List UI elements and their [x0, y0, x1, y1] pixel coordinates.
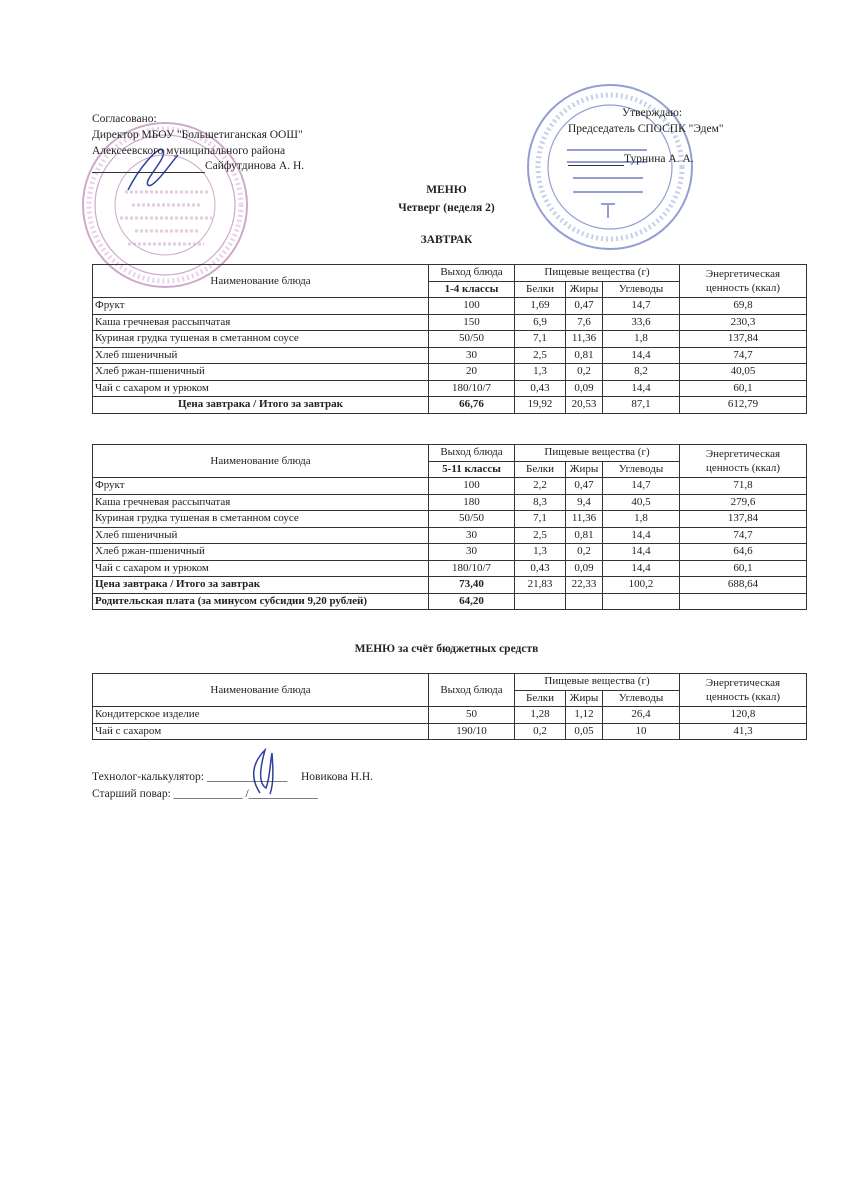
- table-row: [93, 364, 807, 381]
- technologist-label: Технолог-калькулятор: ______________: [92, 771, 288, 783]
- dish-energy: 74,7: [680, 347, 807, 364]
- dish-name: Хлеб ржан-пшеничный: [93, 544, 429, 561]
- empty-cell: [603, 593, 680, 610]
- table-row: [93, 494, 807, 511]
- approval-right-label: Утверждаю:: [622, 107, 683, 119]
- dish-protein: 7,1: [515, 331, 566, 348]
- dish-energy: 71,8: [680, 478, 807, 495]
- dish-energy: 137,84: [680, 511, 807, 528]
- header-name: Наименование блюда: [93, 445, 429, 478]
- parent-fee-row: [93, 593, 807, 610]
- table-row: [93, 347, 807, 364]
- dish-carbs: 14,4: [603, 544, 680, 561]
- header-protein: Белки: [515, 281, 566, 298]
- approval-right-name: Турнина А. А.: [624, 153, 694, 165]
- header-nutrients: Пищевые вещества (г): [515, 265, 680, 282]
- header-name: Наименование блюда: [93, 674, 429, 707]
- approval-right-position: Председатель СПОСПК "Эдем": [568, 123, 724, 135]
- header-carbs: Углеводы: [603, 690, 680, 707]
- header-nutrients: Пищевые вещества (г): [515, 674, 680, 691]
- approval-left-label: Согласовано:: [92, 113, 157, 125]
- dish-protein: 1,69: [515, 298, 566, 315]
- dish-carbs: 14,4: [603, 560, 680, 577]
- dish-energy: 41,3: [680, 723, 807, 740]
- dish-fat: 11,36: [566, 331, 603, 348]
- header-yield: Выход блюда: [429, 674, 515, 707]
- dish-protein: 7,1: [515, 511, 566, 528]
- page-title: МЕНЮ: [426, 184, 467, 196]
- dish-name: Фрукт: [93, 478, 429, 495]
- header-group: 5-11 классы: [429, 461, 515, 478]
- header-yield: Выход блюда: [429, 445, 515, 462]
- dish-name: Каша гречневая рассыпчатая: [93, 314, 429, 331]
- dish-protein: 8,3: [515, 494, 566, 511]
- dish-protein: 2,2: [515, 478, 566, 495]
- dish-energy: 40,05: [680, 364, 807, 381]
- dish-protein: 0,43: [515, 380, 566, 397]
- dish-carbs: 14,4: [603, 527, 680, 544]
- dish-fat: 7,6: [566, 314, 603, 331]
- table-row: [93, 511, 807, 528]
- approval-left-district: Алексеевского муниципального района: [92, 145, 286, 157]
- dish-carbs: 14,4: [603, 347, 680, 364]
- dish-yield: 30: [429, 347, 515, 364]
- dish-protein: 2,5: [515, 527, 566, 544]
- table-row: [93, 544, 807, 561]
- header-energy-line2: ценность (ккал): [705, 282, 781, 294]
- total-price: 66,76: [429, 397, 515, 414]
- dish-protein: 1,3: [515, 544, 566, 561]
- table-row: [93, 331, 807, 348]
- total-energy: 612,79: [680, 397, 807, 414]
- parent-fee-label: Родительская плата (за минусом субсидии 9,20 рублей): [93, 593, 429, 610]
- page-subtitle: [0, 202, 841, 214]
- dish-fat: 0,47: [566, 478, 603, 495]
- dish-carbs: 33,6: [603, 314, 680, 331]
- approval-left-name: Сайфутдинова А. Н.: [205, 160, 305, 172]
- dish-energy: 279,6: [680, 494, 807, 511]
- total-price: 73,40: [429, 577, 515, 594]
- parent-fee-value: 64,20: [429, 593, 515, 610]
- dish-energy: 120,8: [680, 707, 807, 724]
- approval-left-position: Директор МБОУ "Большетиганская ООШ": [92, 129, 303, 141]
- dish-name: Фрукт: [93, 298, 429, 315]
- empty-cell: [680, 593, 807, 610]
- dish-protein: 0,43: [515, 560, 566, 577]
- dish-energy: 60,1: [680, 560, 807, 577]
- dish-protein: 6,9: [515, 314, 566, 331]
- dish-yield: 30: [429, 527, 515, 544]
- dish-carbs: 26,4: [603, 707, 680, 724]
- meal-title: ЗАВТРАК: [420, 234, 473, 246]
- dish-fat: 0,2: [566, 544, 603, 561]
- header-protein: Белки: [515, 461, 566, 478]
- total-label: Цена завтрака / Итого за завтрак: [93, 397, 429, 414]
- dish-fat: 0,09: [566, 560, 603, 577]
- dish-energy: 74,7: [680, 527, 807, 544]
- header-energy-line1: Энергетическая: [705, 448, 781, 460]
- table-row: [93, 314, 807, 331]
- total-protein: 19,92: [515, 397, 566, 414]
- dish-carbs: 10: [603, 723, 680, 740]
- header-energy: [680, 674, 807, 707]
- technologist-name: Новикова Н.Н.: [301, 771, 374, 783]
- dish-fat: 9,4: [566, 494, 603, 511]
- dish-protein: 0,2: [515, 723, 566, 740]
- header-fat: Жиры: [566, 461, 603, 478]
- dish-energy: 64,6: [680, 544, 807, 561]
- dish-fat: 0,81: [566, 347, 603, 364]
- day-label: Четверг (неделя 2): [398, 202, 495, 214]
- total-carbs: 87,1: [603, 397, 680, 414]
- dish-carbs: 1,8: [603, 511, 680, 528]
- dish-name: Каша гречневая рассыпчатая: [93, 494, 429, 511]
- dish-carbs: 8,2: [603, 364, 680, 381]
- dish-name: Кондитерское изделие: [93, 707, 429, 724]
- approval-left-signature-line: [92, 160, 205, 173]
- total-fat: 20,53: [566, 397, 603, 414]
- dish-yield: 30: [429, 544, 515, 561]
- dish-fat: 0,2: [566, 364, 603, 381]
- dish-fat: 0,09: [566, 380, 603, 397]
- table-row: [93, 527, 807, 544]
- dish-fat: 0,47: [566, 298, 603, 315]
- dish-carbs: 1,8: [603, 331, 680, 348]
- dish-name: Чай с сахаром и урюком: [93, 560, 429, 577]
- dish-yield: 50/50: [429, 511, 515, 528]
- dish-protein: 2,5: [515, 347, 566, 364]
- dish-yield: 100: [429, 478, 515, 495]
- total-carbs: 100,2: [603, 577, 680, 594]
- empty-cell: [515, 593, 566, 610]
- table-row: [93, 560, 807, 577]
- dish-name: Хлеб пшеничный: [93, 527, 429, 544]
- cook-label: Старший повар: ____________ /____________: [92, 788, 318, 800]
- breakfast-table-5-11: [92, 444, 807, 610]
- dish-yield: 50: [429, 707, 515, 724]
- total-row: [93, 397, 807, 414]
- header-yield: Выход блюда: [429, 265, 515, 282]
- dish-fat: 0,81: [566, 527, 603, 544]
- dish-name: Хлеб пшеничный: [93, 347, 429, 364]
- dish-energy: 60,1: [680, 380, 807, 397]
- header-name: Наименование блюда: [93, 265, 429, 298]
- dish-protein: 1,3: [515, 364, 566, 381]
- header-nutrients: Пищевые вещества (г): [515, 445, 680, 462]
- empty-cell: [566, 593, 603, 610]
- header-fat: Жиры: [566, 281, 603, 298]
- dish-yield: 100: [429, 298, 515, 315]
- dish-yield: 180/10/7: [429, 560, 515, 577]
- dish-fat: 0,05: [566, 723, 603, 740]
- header-fat: Жиры: [566, 690, 603, 707]
- dish-protein: 1,28: [515, 707, 566, 724]
- header-energy: [680, 445, 807, 478]
- dish-name: Куриная грудка тушеная в сметанном соусе: [93, 511, 429, 528]
- total-energy: 688,64: [680, 577, 807, 594]
- dish-energy: 69,8: [680, 298, 807, 315]
- table-row: [93, 380, 807, 397]
- table-row: [93, 478, 807, 495]
- header-protein: Белки: [515, 690, 566, 707]
- total-protein: 21,83: [515, 577, 566, 594]
- dish-yield: 20: [429, 364, 515, 381]
- dish-name: Чай с сахаром и урюком: [93, 380, 429, 397]
- dish-name: Чай с сахаром: [93, 723, 429, 740]
- header-energy: [680, 265, 807, 298]
- header-group: 1-4 классы: [429, 281, 515, 298]
- table-row: [93, 723, 807, 740]
- dish-energy: 230,3: [680, 314, 807, 331]
- total-row: [93, 577, 807, 594]
- dish-carbs: 14,7: [603, 298, 680, 315]
- dish-carbs: 40,5: [603, 494, 680, 511]
- breakfast-table-1-4: [92, 264, 807, 414]
- dish-yield: 190/10: [429, 723, 515, 740]
- dish-yield: 50/50: [429, 331, 515, 348]
- dish-fat: 1,12: [566, 707, 603, 724]
- dish-fat: 11,36: [566, 511, 603, 528]
- dish-yield: 180/10/7: [429, 380, 515, 397]
- header-energy-line1: Энергетическая: [705, 677, 781, 689]
- budget-menu-title: МЕНЮ за счёт бюджетных средств: [354, 643, 539, 655]
- dish-name: Куриная грудка тушеная в сметанном соусе: [93, 331, 429, 348]
- total-label: Цена завтрака / Итого за завтрак: [93, 577, 429, 594]
- approval-right-signature-line: [568, 153, 624, 166]
- header-carbs: Углеводы: [603, 281, 680, 298]
- dish-energy: 137,84: [680, 331, 807, 348]
- header-energy-line2: ценность (ккал): [705, 462, 781, 474]
- header-energy-line1: Энергетическая: [705, 268, 781, 280]
- dish-name: Хлеб ржан-пшеничный: [93, 364, 429, 381]
- budget-menu-table: [92, 673, 807, 740]
- dish-carbs: 14,7: [603, 478, 680, 495]
- dish-carbs: 14,4: [603, 380, 680, 397]
- table-row: [93, 298, 807, 315]
- dish-yield: 150: [429, 314, 515, 331]
- header-energy-line2: ценность (ккал): [705, 691, 781, 703]
- table-row: [93, 707, 807, 724]
- header-carbs: Углеводы: [603, 461, 680, 478]
- total-fat: 22,33: [566, 577, 603, 594]
- dish-yield: 180: [429, 494, 515, 511]
